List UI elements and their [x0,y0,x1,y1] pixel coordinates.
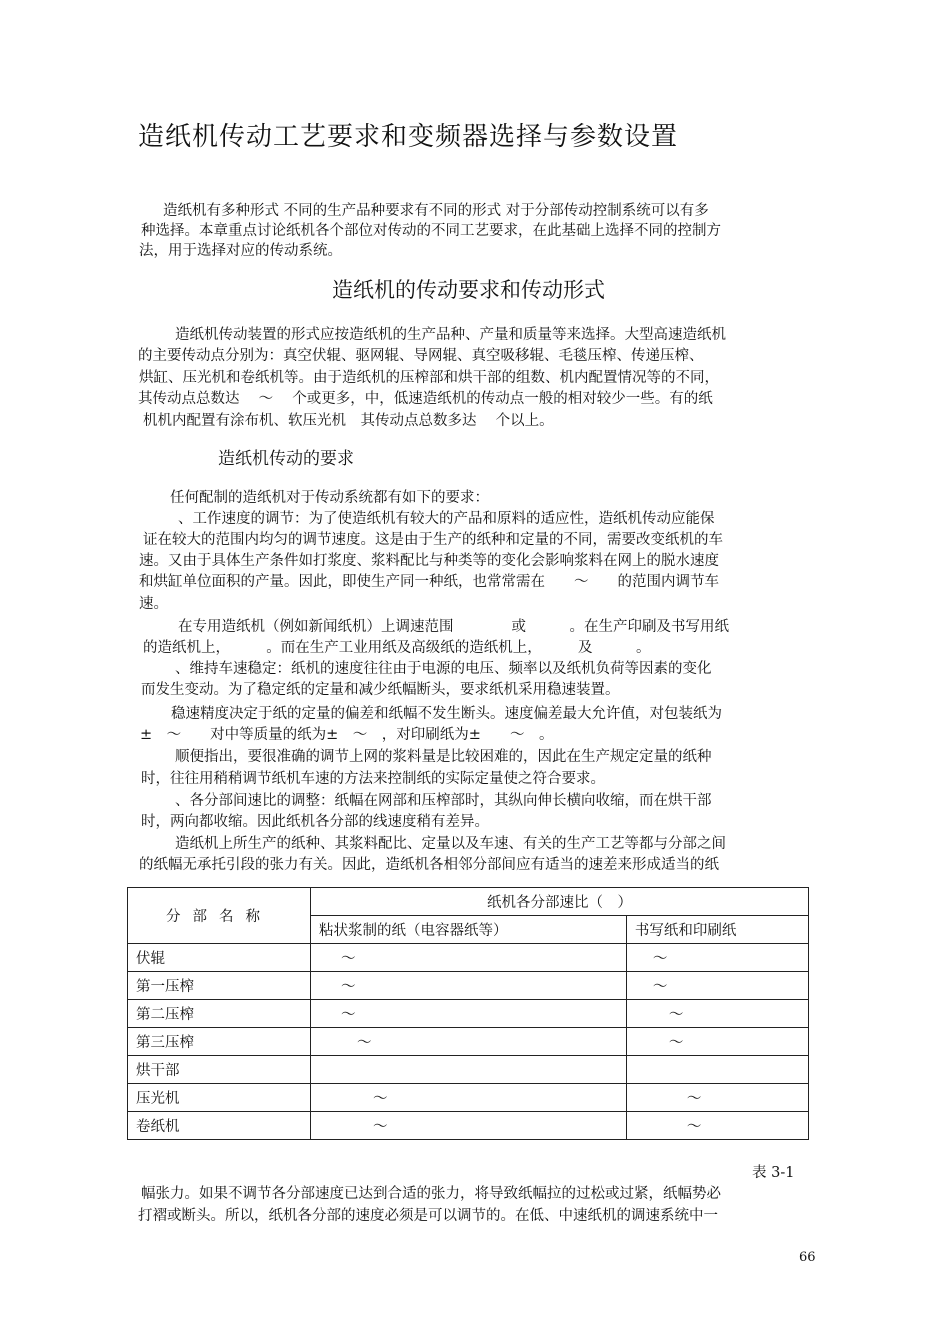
row-value-col1: ～ [311,972,627,1000]
table-row [128,1028,809,1056]
section-title: 造纸机的传动要求和传动形式 [332,278,605,302]
intro-line: 法，用于选择对应的传动系统。 [139,243,342,259]
row-name: 第三压榨 [128,1028,311,1056]
body-line: 的纸幅无承托引段的张力有关。因此，造纸机各相邻分部间应有适当的速差来形成适当的纸 [139,857,719,873]
table-row [128,972,809,1000]
table-row [128,1000,809,1028]
subsection-title: 造纸机传动的要求 [218,449,354,469]
row-name: 压光机 [128,1084,311,1112]
row-value-col1: ～ [311,944,627,972]
table-caption: 表 3-1 [752,1165,795,1181]
body-line: 、维持车速稳定：纸机的速度往往由于电源的电压、频率以及纸机负荷等因素的变化 [175,661,712,677]
table-row [128,1112,809,1140]
body-line: 顺便指出，要很准确的调节上网的浆料量是比较困难的，因此在生产规定定量的纸种 [175,749,712,765]
table-row [128,1084,809,1112]
tail-line: 打褶或断头。所以，纸机各分部的速度必须是可以调节的。在低、中速纸机的调速系统中一 [138,1208,718,1224]
body-line: 稳速精度决定于纸的定量的偏差和纸幅不发生断头。速度偏差最大允许值，对包装纸为 [171,706,722,722]
row-name: 第二压榨 [128,1000,311,1028]
body-line: 时，往往用稍稍调节纸机车速的方法来控制纸的实际定量使之符合要求。 [141,771,605,787]
row-value-col2: ～ [626,1084,808,1112]
body-line: ± ～ 对中等质量的纸为± ～ ，对印刷纸为± ～ 。 [140,727,554,743]
body-line: 而发生变动。为了稳定纸的定量和减少纸幅断头，要求纸机采用稳速装置。 [141,682,620,698]
speed-ratio-table [127,887,809,1140]
body-line: 证在较大的范围内均匀的调节速度。这是由于生产的纸种和定量的不同，需要改变纸机的车 [143,532,723,548]
body-line: 造纸机上所生产的纸种、其浆料配比、定量以及车速、有关的生产工艺等都与分部之间 [175,836,726,852]
paragraph-line: 其传动点总数达 ～ 个或更多，中，低速造纸机的传动点一般的相对较少一些。有的纸 [138,391,713,407]
page-number: 66 [799,1250,816,1265]
table-header-name: 分部名称 [128,888,311,944]
row-value-col1: ～ [311,1112,627,1140]
row-name: 伏辊 [128,944,311,972]
row-value-col2: ～ [626,1000,808,1028]
paragraph-line: 机机内配置有涂布机、软压光机 其传动点总数多达 个以上。 [143,413,554,429]
paragraph-line: 烘缸、压光机和卷纸机等。由于造纸机的压榨部和烘干部的组数、机内配置情况等的不同， [139,370,719,386]
row-value-col1 [311,1056,627,1084]
body-line: 和烘缸单位面积的产量。因此，即使生产同一种纸，也常常需在 ～ 的范围内调节车 [139,574,719,590]
row-value-col1: ～ [311,1000,627,1028]
intro-line: 造纸机有多种形式 不同的生产品种要求有不同的形式 对于分部传动控制系统可以有多 [163,203,709,219]
row-value-col2 [626,1056,808,1084]
body-line: 的造纸机上， 。而在生产工业用纸及高级纸的造纸机上， 及 。 [143,640,651,656]
body-line: 速。又由于具体生产条件如打浆度、浆料配比与种类等的变化会影响浆料在网上的脱水速度 [139,553,719,569]
row-value-col1: ～ [311,1028,627,1056]
row-value-col2: ～ [626,944,808,972]
row-value-col1: ～ [311,1084,627,1112]
body-line: 、各分部间速比的调整：纸幅在网部和压榨部时，其纵向伸长横向收缩，而在烘干部 [175,793,712,809]
body-line: 速。 [139,596,168,612]
body-line: 时，两向都收缩。因此纸机各分部的线速度稍有差异。 [141,814,489,830]
table-header-col1: 粘状浆制的纸（电容器纸等） [311,916,627,944]
row-name: 烘干部 [128,1056,311,1084]
table-header-group: 纸机各分部速比（ ） [311,888,809,916]
body-line: 在专用造纸机（例如新闻纸机）上调速范围 或 。在生产印刷及书写用纸 [178,619,729,635]
table-header-col2: 书写纸和印刷纸 [626,916,808,944]
document-title: 造纸机传动工艺要求和变频器选择与参数设置 [138,122,679,152]
body-line: 任何配制的造纸机对于传动系统都有如下的要求： [170,490,489,506]
table-row [128,1056,809,1084]
row-value-col2: ～ [626,972,808,1000]
table-row [128,944,809,972]
row-value-col2: ～ [626,1028,808,1056]
row-name: 第一压榨 [128,972,311,1000]
body-line: 、工作速度的调节：为了使造纸机有较大的产品和原料的适应性，造纸机传动应能保 [178,511,715,527]
row-value-col2: ～ [626,1112,808,1140]
row-name: 卷纸机 [128,1112,311,1140]
paragraph-line: 的主要传动点分别为：真空伏辊、驱网辊、导网辊、真空吸移辊、毛毯压榨、传递压榨、 [138,348,704,364]
intro-line: 种选择。本章重点讨论纸机各个部位对传动的不同工艺要求，在此基础上选择不同的控制方 [141,223,721,239]
paragraph-line: 造纸机传动装置的形式应按造纸机的生产品种、产量和质量等来选择。大型高速造纸机 [175,327,726,343]
tail-line: 幅张力。如果不调节各分部速度已达到合适的张力，将导致纸幅拉的过松或过紧，纸幅势必 [141,1186,721,1202]
